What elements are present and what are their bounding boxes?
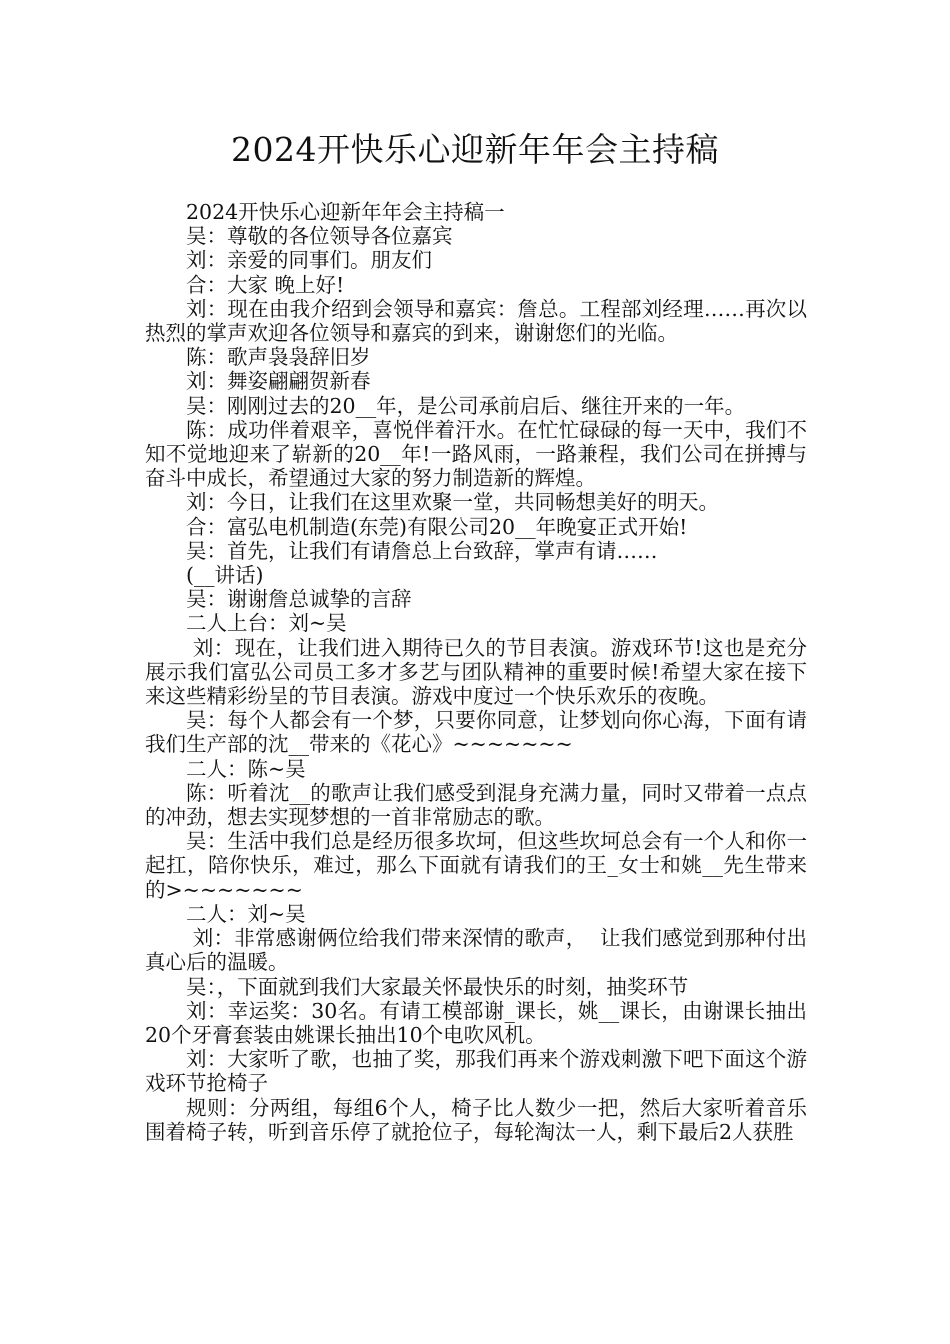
- paragraph: 吴：首先，让我们有请詹总上台致辞，掌声有请……: [186, 538, 658, 563]
- paragraph: 刘：舞姿翩翩贺新春: [186, 369, 371, 394]
- paragraph-heading: 2024开快乐心迎新年年会主持稿一: [186, 200, 505, 224]
- document-body: [145, 200, 807, 1144]
- paragraph: 二人：刘~吴: [186, 901, 306, 926]
- paragraph: 吴：尊敬的各位领导各位嘉宾: [186, 224, 453, 249]
- paragraph: 刘：现在由我介绍到会领导和嘉宾：詹总。工程部刘经理……再次以热烈的掌声欢迎各位领导和嘉宾的到来，谢谢您们的光临。: [145, 296, 807, 346]
- paragraph: 吴：刚刚过去的20__年，是公司承前启后、继往开来的一年。: [186, 393, 746, 418]
- paragraph: 刘：大家听了歌，也抽了奖，那我们再来个游戏刺激下吧下面这个游戏环节抢椅子: [145, 1047, 807, 1096]
- paragraph: (__讲话): [186, 563, 264, 588]
- paragraph: 刘：现在，让我们进入期待已久的节目表演。游戏环节!这也是充分展示我们富弘公司员工多才多艺与团队精神的重要时候!希望大家在接下来这些精彩纷呈的节目表演。游戏中度过一个快乐欢乐的夜晚。: [145, 635, 807, 709]
- paragraph: 二人上台：刘~吴: [186, 611, 347, 636]
- paragraph: 二人：陈~吴: [186, 756, 306, 781]
- paragraph: 陈：成功伴着艰辛，喜悦伴着汗水。在忙忙碌碌的每一天中，我们不知不觉地迎来了崭新的20__年!一路风雨，一路兼程，我们公司在拼搏与奋斗中成长，希望通过大家的努力制造新的辉煌。: [145, 417, 807, 491]
- paragraph: 刘：非常感谢俩位给我们带来深情的歌声， 让我们感觉到那种付出真心后的温暖。: [145, 926, 807, 975]
- paragraph: 陈：歌声袅袅辞旧岁: [186, 345, 371, 370]
- paragraph: 刘：今日，让我们在这里欢聚一堂，共同畅想美好的明天。: [186, 490, 719, 515]
- paragraph: 陈：听着沈__的歌声让我们感受到混身充满力量，同时又带着一点点的冲劲，想去实现梦想的一首非常励志的歌。: [145, 780, 807, 830]
- document-title: 2024开快乐心迎新年年会主持稿: [231, 130, 719, 169]
- paragraph: 吴：，下面就到我们大家最关怀最快乐的时刻，抽奖环节: [186, 974, 689, 999]
- paragraph: 合：富弘电机制造(东莞)有限公司20__年晚宴正式开始!: [186, 514, 688, 539]
- paragraph: 刘：幸运奖：30名。有请工模部谢_课长，姚__课长，由谢课长抽出20个牙膏套装由姚课长抽出10个电吹风机。: [145, 998, 807, 1047]
- paragraph: 吴：生活中我们总是经历很多坎坷，但这些坎坷总会有一个人和你一起扛，陪你快乐，难过，那么下面就有请我们的王_女士和姚__先生带来的>~~~~~~~: [145, 829, 807, 902]
- paragraph: 合：大家 晚上好!: [186, 272, 345, 297]
- paragraph: 刘：亲爱的同事们。朋友们: [186, 248, 432, 273]
- paragraph: 规则：分两组，每组6个人，椅子比人数少一把，然后大家听着音乐围着椅子转，听到音乐停了就抢位子，每轮淘汰一人，剩下最后2人获胜: [145, 1095, 807, 1144]
- paragraph: 吴：谢谢詹总诚挚的言辞: [186, 587, 412, 612]
- paragraph: 吴：每个人都会有一个梦，只要你同意，让梦划向你心海，下面有请我们生产部的沈__带来的《花心》~~~~~~~: [145, 708, 807, 757]
